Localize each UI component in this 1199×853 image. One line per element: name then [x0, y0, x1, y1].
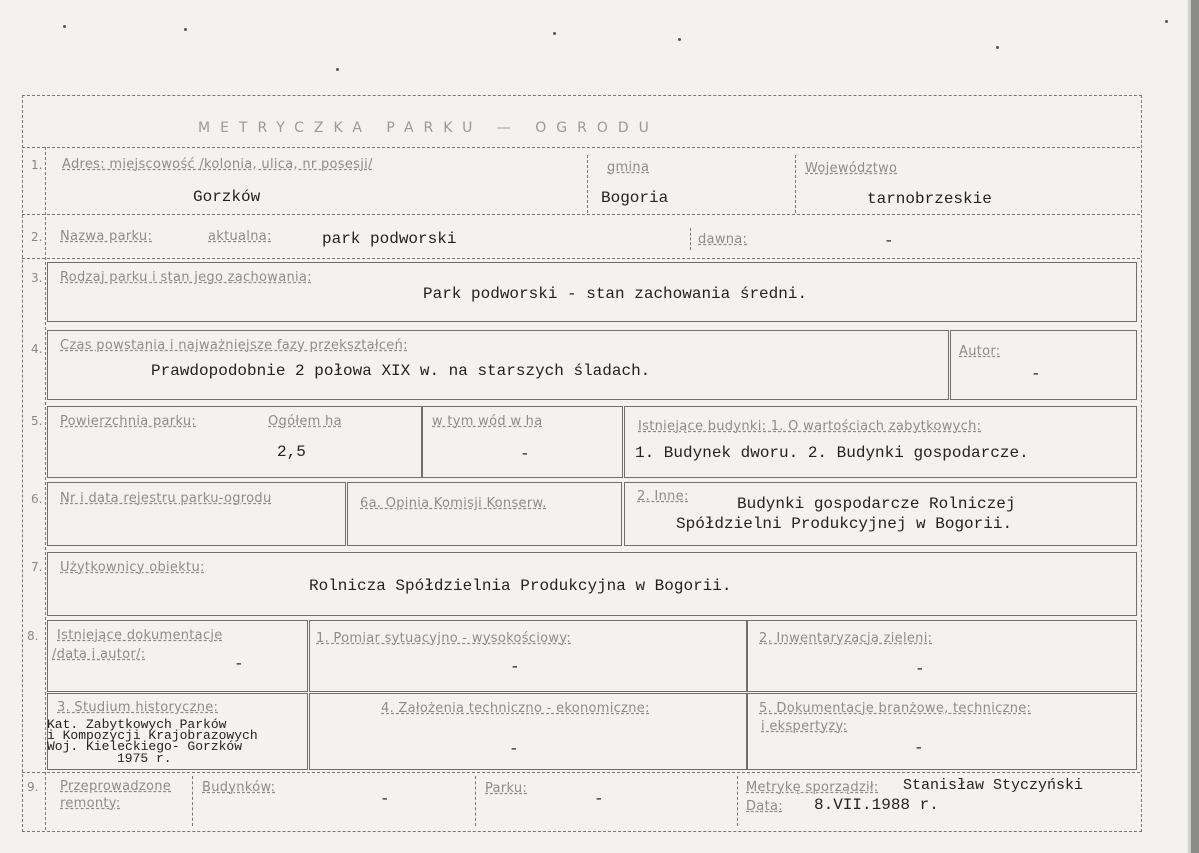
expertise-label: i ekspertyzy:: [761, 719, 848, 734]
inventory-label: 2. Inwentaryzacja zieleni:: [759, 631, 933, 646]
water-area-label: w tym wód w ha: [432, 414, 543, 429]
scan-speck: [63, 25, 66, 28]
other-value-line-1: Budynki gospodarcze Rolniczej: [737, 495, 1016, 513]
register-label: Nr i data rejestru parku-ogrodu: [60, 491, 272, 506]
repairs-park-label: Parku:: [485, 781, 528, 796]
row-number: 9.: [27, 780, 39, 794]
study-line-4: 1975 r.: [117, 751, 172, 766]
scan-edge: [1191, 0, 1199, 853]
row-divider: [22, 214, 1140, 215]
documentation-label: Istniejące dokumentacje: [57, 628, 223, 643]
survey-value: -: [510, 658, 520, 676]
row-number: 8.: [27, 629, 39, 643]
study-line-3: Woj. Kieleckiego- Gorzków: [47, 739, 243, 754]
other-label: 2. Inne:: [637, 489, 689, 504]
date-label: Data:: [746, 799, 783, 814]
inventory-value: -: [915, 660, 925, 678]
study-line-2: i Kompozycji Krajobrazowych: [47, 728, 258, 743]
row-number: 6.: [31, 492, 43, 506]
prepared-by-value: Stanisław Styczyński: [903, 777, 1084, 794]
row-number: 1.: [31, 158, 43, 172]
scan-speck: [553, 32, 556, 35]
users-value: Rolnicza Spółdzielnia Produkcyjna w Bogorii.: [309, 577, 732, 595]
address-label: Adres: miejscowość /kolonia, ulica, nr posesji/: [62, 157, 373, 172]
divider: [737, 776, 738, 826]
divider: [587, 155, 588, 213]
divider: [475, 776, 476, 826]
prepared-by-label: Metrykę sporządził:: [746, 780, 879, 795]
row-number: 3.: [31, 271, 43, 285]
former-name-value: -: [884, 232, 894, 250]
history-value: Prawdopodobnie 2 połowa XIX w. na starszych śladach.: [151, 362, 651, 380]
opinion-label: 6a. Opinia Komisji Konserw.: [360, 496, 547, 511]
scan-speck: [336, 68, 339, 71]
opinion-box: [347, 482, 622, 546]
row-divider: [22, 772, 1140, 773]
park-type-value: Park podworski - stan zachowania średni.: [423, 285, 808, 303]
area-label: Powierzchnia parku:: [60, 414, 197, 429]
former-name-label: dawna:: [698, 232, 748, 247]
scan-speck: [1165, 20, 1168, 23]
divider: [690, 228, 691, 250]
form-title: METRYCZKA PARKU — OGRODU: [198, 120, 659, 136]
voivodeship-value: tarnobrzeskie: [867, 190, 992, 208]
gmina-label: gmina: [607, 160, 650, 175]
documentation-value: -: [234, 655, 244, 673]
number-column-line: [45, 147, 46, 830]
other-value-line-2: Spółdzielni Produkcyjnej w Bogorii.: [676, 515, 1013, 533]
branch-value: -: [914, 739, 924, 757]
buildings-label: Istniejące budynki: 1. O wartościach zabytkowych:: [638, 419, 982, 434]
row-number: 7.: [31, 560, 43, 574]
tech-label: 4. Założenia techniczno - ekonomiczne:: [381, 701, 650, 716]
author-box: [950, 330, 1137, 400]
documentation-date-label: /data i autor/:: [52, 647, 146, 662]
row-number: 4.: [31, 342, 43, 356]
study-line-1: Kat. Zabytkowych Parków: [47, 717, 227, 732]
divider: [192, 776, 193, 826]
row-number: 2.: [31, 230, 43, 244]
repairs-label-2: remonty:: [60, 796, 121, 811]
study-label: 3. Studium historyczne:: [57, 700, 219, 715]
repairs-park-value: -: [594, 790, 604, 808]
total-area-label: Ogółem ha: [268, 414, 342, 429]
other-box: [624, 482, 1137, 546]
total-area-value: 2,5: [277, 443, 306, 461]
current-name-value: park podworski: [322, 230, 457, 248]
scan-edge-shadow: [1188, 0, 1191, 853]
voivodeship-label: Województwo: [805, 161, 898, 176]
scan-speck: [996, 46, 999, 49]
repairs-buildings-value: -: [380, 790, 390, 808]
survey-label: 1. Pomiar sytuacyjno - wysokościowy:: [316, 631, 572, 646]
scan-speck: [184, 28, 187, 31]
gmina-value: Bogoria: [601, 189, 669, 207]
park-type-label: Rodzaj parku i stan jego zachowania:: [60, 270, 312, 285]
repairs-label: Przeprowadzone: [60, 779, 172, 794]
buildings-box: [624, 406, 1137, 478]
scan-speck: [678, 38, 681, 41]
history-label: Czas powstania i najważniejsze fazy przekształceń:: [60, 338, 408, 353]
address-value: Gorzków: [193, 188, 261, 206]
tech-value: -: [509, 740, 519, 758]
park-name-label: Nazwa parku:: [60, 229, 153, 244]
buildings-value: 1. Budynek dworu. 2. Budynki gospodarcze.: [635, 444, 1029, 462]
row-number: 5.: [31, 414, 43, 428]
author-value: -: [1031, 365, 1041, 383]
author-label: Autor:: [959, 344, 1001, 359]
divider: [795, 155, 796, 213]
current-name-label: aktualna:: [208, 229, 272, 244]
users-label: Użytkownicy obiektu:: [60, 560, 205, 575]
date-value: 8.VII.1988 r.: [814, 796, 939, 814]
branch-label: 5. Dokumentacje branżowe, techniczne:: [759, 701, 1032, 716]
repairs-buildings-label: Budynków:: [202, 780, 276, 795]
water-area-value: -: [520, 445, 530, 463]
row-divider: [22, 258, 1140, 259]
title-divider: [22, 147, 1140, 148]
